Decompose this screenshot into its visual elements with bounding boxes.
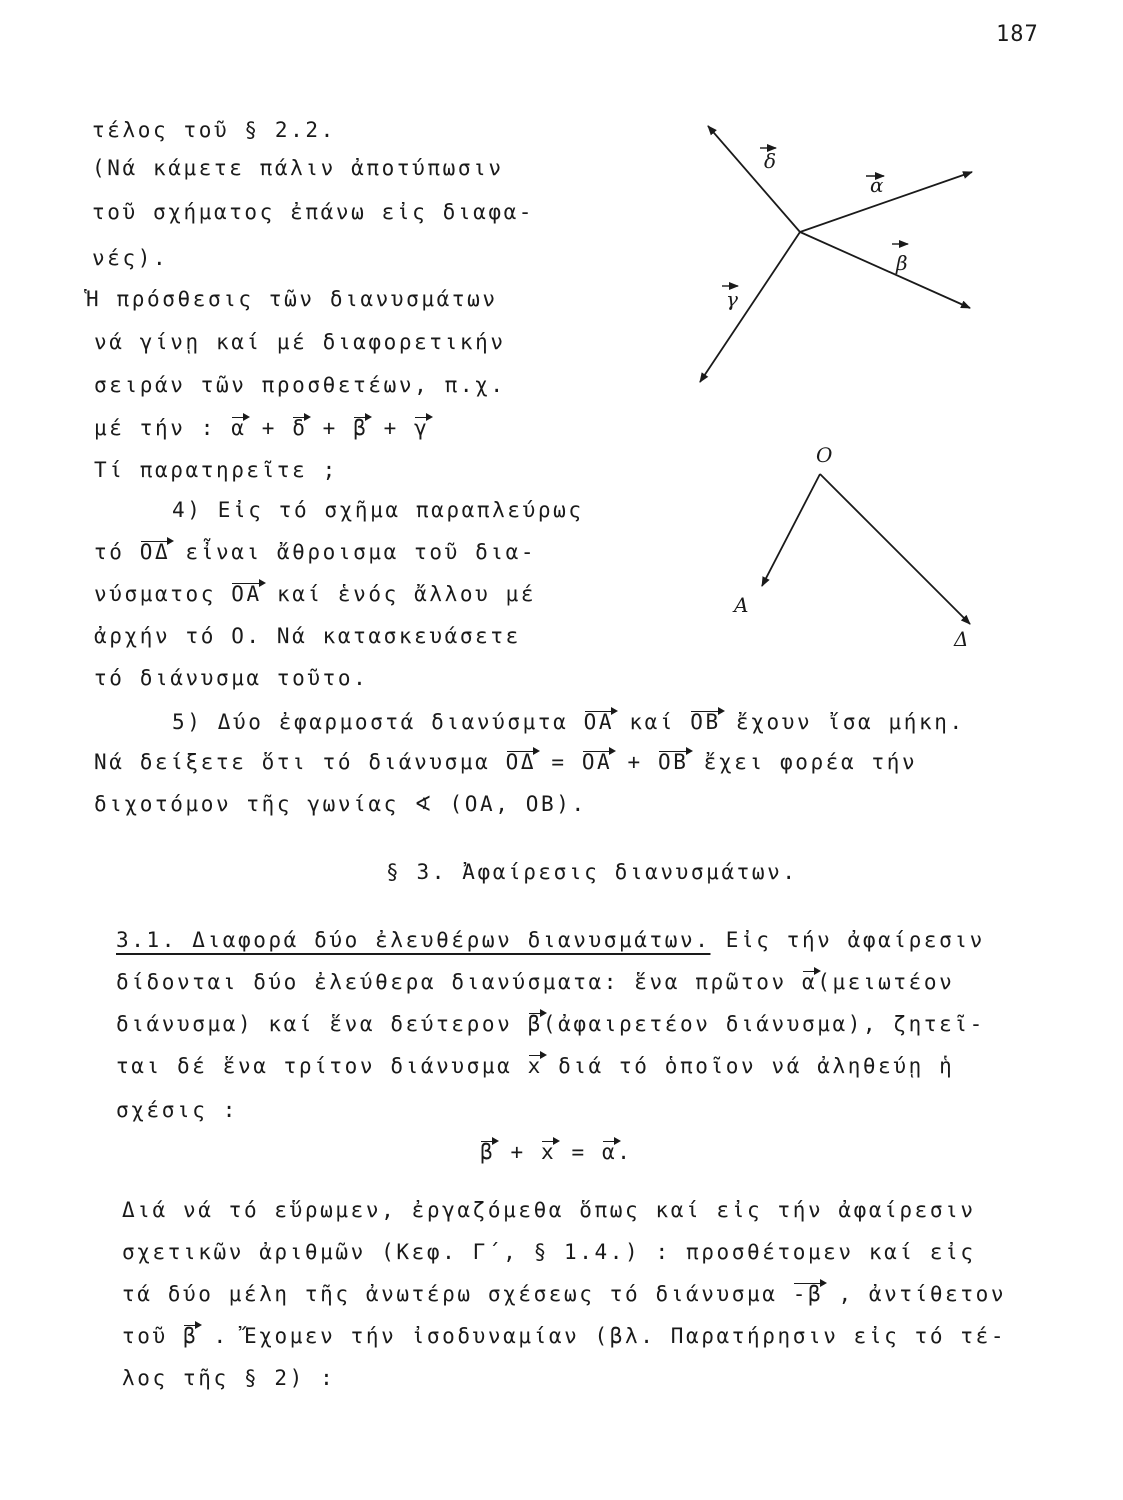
text-segment: εἶναι ἄθροισμα τοῦ δια-: [170, 540, 537, 564]
label-origin-o: Ο: [816, 443, 833, 467]
text-segment: διάνυσμα) καί ἕνα δεύτερον: [116, 1012, 528, 1036]
vector-oa: [762, 474, 820, 586]
vector-symbol: ΟΑ: [231, 582, 262, 606]
text-segment: Νά δείξετε ὅτι τό διάνυσμα: [94, 750, 506, 774]
text-line: νά γίνῃ καί μέ διαφορετικήν: [94, 330, 506, 354]
text-line: 4) Εἰς τό σχῆμα παραπλεύρως: [172, 498, 584, 522]
text-line: [122, 1322, 1006, 1350]
vector-symbol: ΟΔ: [139, 540, 171, 564]
text-segment: , ἀντίθετον: [823, 1282, 1007, 1306]
vector-od: [820, 474, 970, 624]
figure-vectors-sum: [680, 110, 980, 400]
text-segment: διά τό ὁποῖον νά ἀληθεύῃ ἡ: [542, 1054, 955, 1078]
vector-delta: [708, 126, 800, 232]
vector-symbol: x: [540, 1140, 557, 1164]
text-segment: .: [617, 1140, 633, 1164]
text-line: [116, 1052, 954, 1080]
text-segment: μέ τήν :: [94, 416, 232, 440]
text-line: διχοτόμον τῆς γωνίας ∢ (ΟΑ, ΟΒ).: [94, 792, 587, 816]
subsection-heading: 3.1. Διαφορά δύο ἐλευθέρων διανυσμάτων.: [116, 928, 711, 952]
text-line: τέλος τοῦ § 2.2.: [92, 118, 336, 142]
text-segment: τό: [94, 540, 140, 564]
figure-vectors-oa-od: [720, 440, 990, 660]
text-line: σειράν τῶν προσθετέων, π.χ.: [94, 373, 506, 397]
text-line: σχετικῶν ἀριθμῶν (Κεφ. Γ΄, § 1.4.) : προσθέτομεν καί εἰς: [122, 1240, 976, 1264]
label-gamma: γ: [726, 287, 738, 311]
text-segment: (μειωτέον: [817, 970, 955, 994]
text-line: Διά νά τό εὕρωμεν, ἐργαζόμεθα ὅπως καί εἰς τήν ἀφαίρεσιν: [122, 1198, 976, 1222]
text-line: Ἡ πρόσθεσις τῶν διανυσμάτων: [86, 287, 498, 311]
vector-symbol: x: [527, 1054, 543, 1078]
text-line: τό διάνυσμα τοῦτο.: [94, 666, 369, 690]
section-heading: § 3. Ἀφαίρεσις διανυσμάτων.: [386, 860, 798, 884]
vector-symbol: γ: [414, 416, 430, 440]
vector-symbol: ΟΒ: [658, 750, 689, 774]
vector-symbol: -β: [792, 1282, 824, 1306]
vector-symbol: β: [480, 1140, 496, 1164]
vector-symbol: α: [601, 1140, 618, 1164]
text-line: (Νά κάμετε πάλιν ἀποτύπωσιν: [92, 156, 504, 180]
text-line: λος τῆς § 2) :: [122, 1366, 336, 1390]
vector-symbol: δ: [292, 416, 308, 440]
text-segment: τοῦ: [122, 1324, 183, 1348]
text-segment: Εἰς τήν ἀφαίρεσιν: [710, 928, 985, 952]
text-segment: καί ἑνός ἄλλου μέ: [261, 582, 537, 606]
text-line: [116, 926, 985, 954]
text-segment: τά δύο μέλη τῆς ἀνωτέρω σχέσεως τό διάνυσμα: [122, 1282, 793, 1306]
vector-symbol: ΟΑ: [581, 750, 613, 774]
text-segment: νύσματος: [94, 582, 232, 606]
label-delta: δ: [764, 149, 777, 173]
vector-symbol: ΟΒ: [690, 710, 721, 734]
text-segment: +: [612, 750, 659, 774]
vector-symbol: α: [231, 416, 247, 440]
label-beta: β: [896, 251, 908, 275]
vector-beta: [800, 232, 970, 308]
text-line: [94, 538, 536, 566]
label-alpha: α: [870, 173, 884, 197]
text-segment: δίδονται δύο ἐλεύθερα διανύσματα: ἕνα πρῶτον: [116, 970, 802, 994]
text-line-formula: [94, 414, 429, 442]
text-line: Τί παρατηρεῖτε ;: [94, 458, 338, 482]
text-segment: (ἀφαιρετέον διάνυσμα), ζητεῖ-: [542, 1012, 985, 1036]
vector-symbol: β: [182, 1324, 199, 1348]
text-segment: καί: [614, 710, 691, 734]
text-segment: =: [556, 1140, 602, 1164]
vector-symbol: α: [801, 970, 818, 994]
text-line: [122, 1280, 1006, 1308]
text-line: [116, 968, 954, 996]
text-segment: +: [246, 416, 293, 440]
vector-symbol: ΟΔ: [505, 750, 537, 774]
text-line: νές).: [92, 246, 169, 270]
text-line: ἀρχήν τό Ο. Νά κατασκευάσετε: [94, 624, 521, 648]
text-line: [116, 1010, 985, 1038]
vector-symbol: β: [353, 416, 369, 440]
text-segment: +: [495, 1140, 541, 1164]
label-point-d: Δ: [954, 627, 969, 651]
vector-symbol: ΟΑ: [583, 710, 615, 734]
label-point-a: Α: [734, 593, 749, 617]
text-line: τοῦ σχήματος ἐπάνω εἰς διαφα-: [92, 200, 535, 224]
text-segment: ἔχει φορέα τήν: [688, 750, 918, 774]
text-segment: ἔχουν ἴσα μήκη.: [720, 710, 965, 734]
equation: [480, 1138, 632, 1166]
text-line: [172, 708, 965, 736]
text-line: [94, 580, 536, 608]
vector-symbol: β: [527, 1012, 543, 1036]
text-segment: . Ἔχομεν τήν ἰσοδυναμίαν (βλ. Παρατήρησιν εἰς τό τέ-: [198, 1324, 1007, 1348]
text-line: σχέσις :: [116, 1098, 238, 1122]
text-segment: ται δέ ἕνα τρίτον διάνυσμα: [116, 1054, 528, 1078]
text-segment: 5) Δύο ἐφαρμοστά διανύσμτα: [172, 710, 584, 734]
page-number: 187: [996, 22, 1039, 47]
text-segment: =: [536, 750, 582, 774]
text-line: [94, 748, 917, 776]
text-segment: +: [368, 416, 415, 440]
vector-gamma: [700, 232, 800, 382]
text-segment: +: [307, 416, 354, 440]
vector-alpha: [800, 172, 972, 232]
